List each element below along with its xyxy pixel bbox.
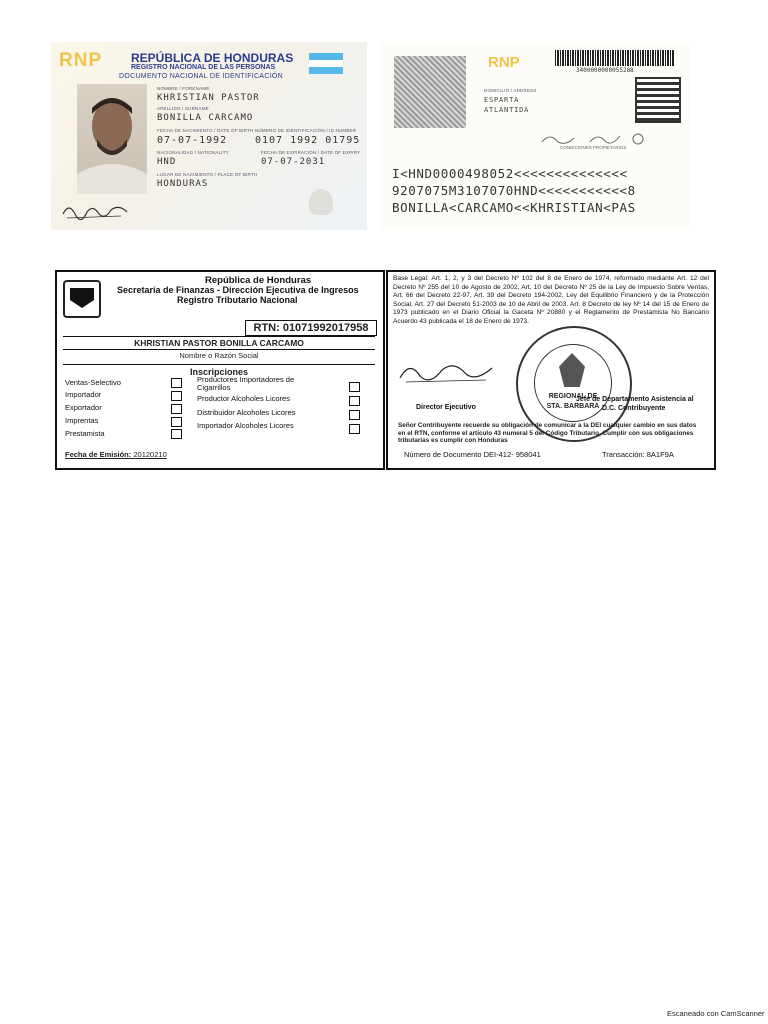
inscription-label: Imprentas	[65, 416, 99, 425]
inscription-checkbox[interactable]	[349, 382, 360, 392]
honduras-flag-icon	[309, 53, 343, 75]
conditions-label: CONDICIONES PROPIETARIOS	[560, 145, 627, 150]
surnames: BONILLA CARCAMO	[157, 113, 254, 123]
inscription-label: Importador	[65, 390, 102, 399]
rnp-logo: RNP	[59, 50, 103, 71]
inscription-label: Ventas-Selectivo	[65, 378, 121, 387]
legal-basis-text: Base Legal: Art. 1, 2, y 3 del Decreto Nº 102 del 8 de Enero de 1974, reformado mediante Art. 12 del Decreto Nº 255 del 10 de Agosto de 2002, Art. 10 del Decreto Nº 25 de la Ley de Impuesto Sobre Ventas, Art. 66 del Decreto 22-97, Art. 39 del Decreto 194-2002, Ley del Equilibrio Financiero y de la Protección Social, Art. 27 del Decreto 51-2003 de 10 de Abril de 2003. Art. 8 Decreto de ley Nº 14 del 15 de Enero de 1973 publicado en el Diario Oficial la Gaceta Nº 20880 y el Reglamento de Prestamista No Bancario Acuerdo 43 publicada el 18 de Enero de 1973.	[393, 275, 709, 325]
issue-date-label: Fecha de Emisión:	[65, 450, 132, 459]
qr-code-icon	[635, 77, 681, 123]
mrz-line-3: BONILLA<CARCAMO<<KHRISTIAN<PAS	[392, 200, 636, 215]
rtn-registro: Registro Tributario Nacional	[177, 295, 298, 305]
name-label: NOMBRE / FORENAME	[157, 86, 210, 91]
dob-value: 07-07-1992	[157, 135, 228, 146]
inscription-checkbox[interactable]	[171, 429, 182, 439]
nationality-value: HND	[157, 157, 177, 167]
domicile-label: DOMICILIO / ADDRESS	[484, 88, 537, 93]
id-card-back	[380, 42, 690, 230]
rtn-card-front	[55, 270, 385, 470]
director-title: Director Ejecutivo	[416, 404, 476, 411]
inscription-label: Productores Importadores de Cigarrillos	[197, 375, 295, 392]
department-head-title: Jefe de Departamento Asistencia al	[576, 396, 694, 403]
domicile-line1: ESPARTA	[484, 96, 520, 104]
republic-title: REPÚBLICA DE HONDURAS	[131, 51, 294, 65]
taxpayer-name: KHRISTIAN PASTOR BONILLA CARCAMO	[63, 336, 375, 350]
seal-emblem-icon	[559, 353, 585, 387]
ghost-photo	[309, 189, 333, 215]
expiry-label: FECHA DE EXPIRACIÓN / DATE OF EXPIRY	[261, 150, 361, 155]
document-title: DOCUMENTO NACIONAL DE IDENTIFICACIÓN	[119, 73, 284, 80]
transaction-code: Transacción: 8A1F9A	[602, 450, 674, 459]
seal-line-2: STA. BARBARA	[546, 403, 600, 410]
expiry-value: 07-07-2031	[261, 157, 326, 167]
mrz-line-1: I<HND0000498052<<<<<<<<<<<<<<	[392, 166, 628, 181]
barcode-number: 3400000000055288	[576, 67, 634, 74]
rnp-logo-back: RNP	[488, 54, 520, 71]
issue-date	[65, 450, 167, 459]
dob-label: FECHA DE NACIMIENTO / DATE OF BIRTH	[157, 128, 254, 133]
rtn-republic: República de Honduras	[205, 275, 312, 286]
fingerprint-pattern	[394, 56, 466, 128]
inscription-checkbox[interactable]	[349, 410, 360, 420]
id-number-value: 0107 1992 01795	[255, 135, 361, 146]
inscription-checkbox[interactable]	[349, 424, 360, 434]
inscription-label: Prestamista	[65, 429, 105, 438]
surname-label: APELLIDO / SURNAME	[157, 106, 209, 111]
scanner-footer: Escaneado con CamScanner	[667, 1009, 765, 1018]
taxpayer-notice: Señor Contribuyente recuerde su obligación de comunicar a la DEI cualquier cambio en sus datos en el RTN, conforme el artículo 43 numeral 5 del Código Tributario. Cumplir con sus obligaciones tributarias es cumplir con Honduras	[398, 422, 697, 445]
document-number: Número de Documento DEI-412- 958041	[404, 450, 541, 459]
portrait-photo	[77, 84, 147, 194]
place-of-birth-label: LUGAR DE NACIMIENTO / PLACE OF BIRTH	[157, 172, 258, 177]
holder-signature	[61, 200, 131, 222]
inscription-label: Productor Alcoholes Licores	[197, 394, 290, 403]
seal-line-1: REGIONAL DE	[548, 393, 598, 400]
rtn-secretaria: Secretaría de Finanzas - Dirección Ejecutiva de Ingresos	[117, 285, 359, 295]
rtn-number: RTN: 01071992017958	[245, 320, 377, 336]
rtn-card-back	[386, 270, 716, 470]
inscription-checkbox[interactable]	[171, 378, 182, 388]
id-card-front	[51, 42, 367, 230]
given-names: KHRISTIAN PASTOR	[157, 93, 260, 103]
inscription-label: Distribuidor Alcoholes Licores	[197, 408, 296, 417]
place-of-birth-value: HONDURAS	[157, 179, 209, 189]
inscription-checkbox[interactable]	[349, 396, 360, 406]
inscription-label: Importador Alcoholes Licores	[197, 421, 294, 430]
inscription-label: Exportador	[65, 403, 102, 412]
inscription-checkbox[interactable]	[171, 404, 182, 414]
inscription-checkbox[interactable]	[171, 417, 182, 427]
dei-shield-icon	[63, 280, 101, 318]
nationality-label: NACIONALIDAD / NATIONALITY	[157, 150, 229, 155]
mrz-line-2: 9207075M3107070HND<<<<<<<<<<<8	[392, 183, 636, 198]
issue-date-value: 20120210	[133, 450, 167, 459]
inscripciones-title: Inscripciones	[63, 364, 375, 377]
id-number-label: NÚMERO DE IDENTIFICACIÓN / ID NUMBER	[255, 128, 357, 133]
barcode-icon	[555, 50, 675, 66]
department-head-title-2: D.C. Contribuyente	[602, 405, 666, 412]
registry-title: REGISTRO NACIONAL DE LAS PERSONAS	[131, 64, 276, 71]
director-signature	[396, 358, 496, 388]
inscription-checkbox[interactable]	[171, 391, 182, 401]
domicile-line2: ATLANTIDA	[484, 106, 530, 114]
name-caption: Nombre o Razón Social	[179, 351, 259, 360]
